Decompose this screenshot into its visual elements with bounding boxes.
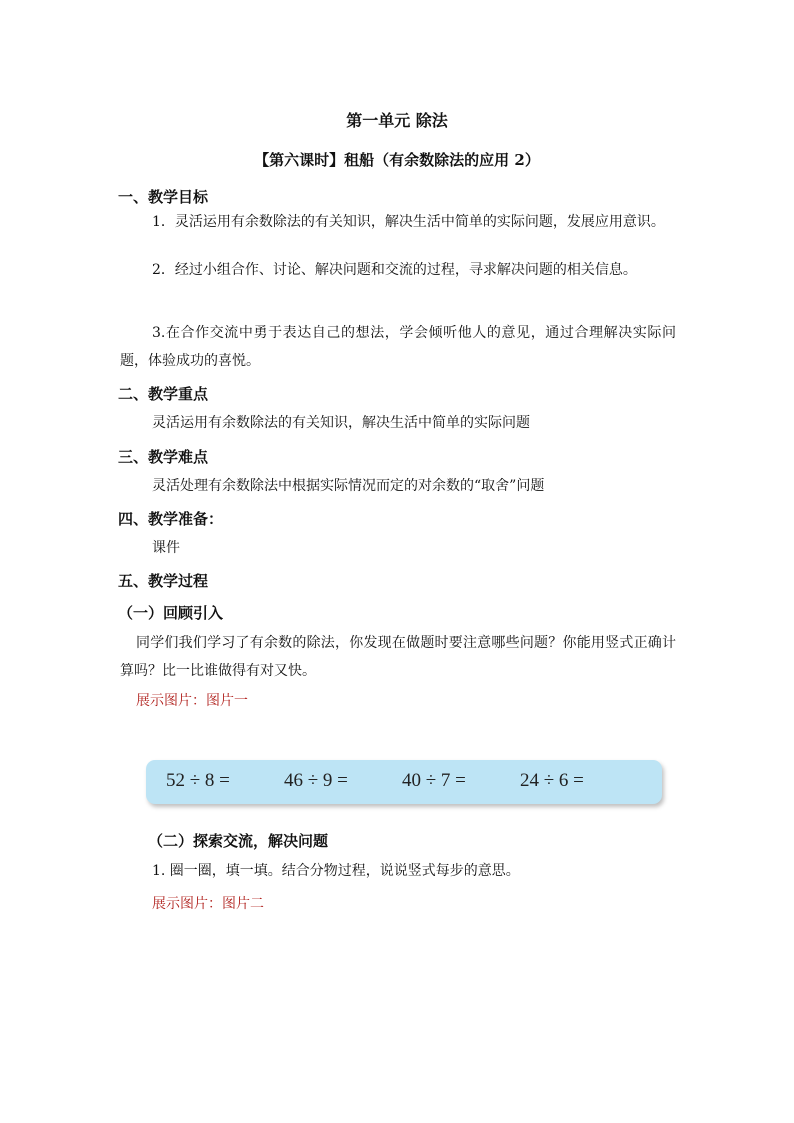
math-problem: 40 ÷ 7 =	[402, 770, 466, 791]
unit-title: 第一单元 除法	[346, 111, 448, 130]
review-text: 同学们我们学习了有余数的除法，你发现在做题时要注意哪些问题？你能用竖式正确计算吗？比一比谁做得有对又快。	[120, 635, 676, 679]
difficulties-heading: 三、教学难点	[118, 448, 209, 466]
preparation-heading: 四、教学准备：	[118, 510, 224, 528]
math-problem: 52 ÷ 8 =	[166, 770, 230, 791]
key-points-heading: 二、教学重点	[118, 385, 209, 403]
objectives-heading: 一、教学目标	[118, 188, 209, 206]
key-points-text: 灵活运用有余数除法的有关知识，解决生活中简单的实际问题	[152, 415, 530, 431]
math-problem: 46 ÷ 9 =	[284, 770, 348, 791]
math-problem: 24 ÷ 6 =	[520, 770, 584, 791]
show-image-2-label: 展示图片：图片二	[152, 896, 264, 912]
preparation-text: 课件	[152, 540, 180, 556]
difficulties-text: 灵活处理有余数除法中根据实际情况而定的对余数的“取舍”问题	[152, 478, 545, 494]
explore-text: 1. 圈一圈，填一填。结合分物过程，说说竖式每步的意思。	[152, 863, 520, 879]
review-heading: （一）回顾引入	[118, 604, 224, 622]
math-problems-box	[146, 760, 662, 804]
objective-1: 1．灵活运用有余数除法的有关知识，解决生活中简单的实际问题，发展应用意识。	[152, 214, 665, 230]
lesson-subtitle: 【第六课时】租船（有余数除法的应用 2）	[254, 151, 540, 169]
explore-heading: （二）探索交流，解决问题	[148, 832, 329, 850]
objective-3: 3.在合作交流中勇于表达自己的想法，学会倾听他人的意见，通过合理解决实际问题，体验成功的喜悦。	[120, 325, 676, 369]
process-heading: 五、教学过程	[118, 572, 209, 590]
show-image-1-label: 展示图片：图片一	[136, 693, 248, 709]
objective-2: 2．经过小组合作、讨论、解决问题和交流的过程，寻求解决问题的相关信息。	[152, 262, 637, 278]
